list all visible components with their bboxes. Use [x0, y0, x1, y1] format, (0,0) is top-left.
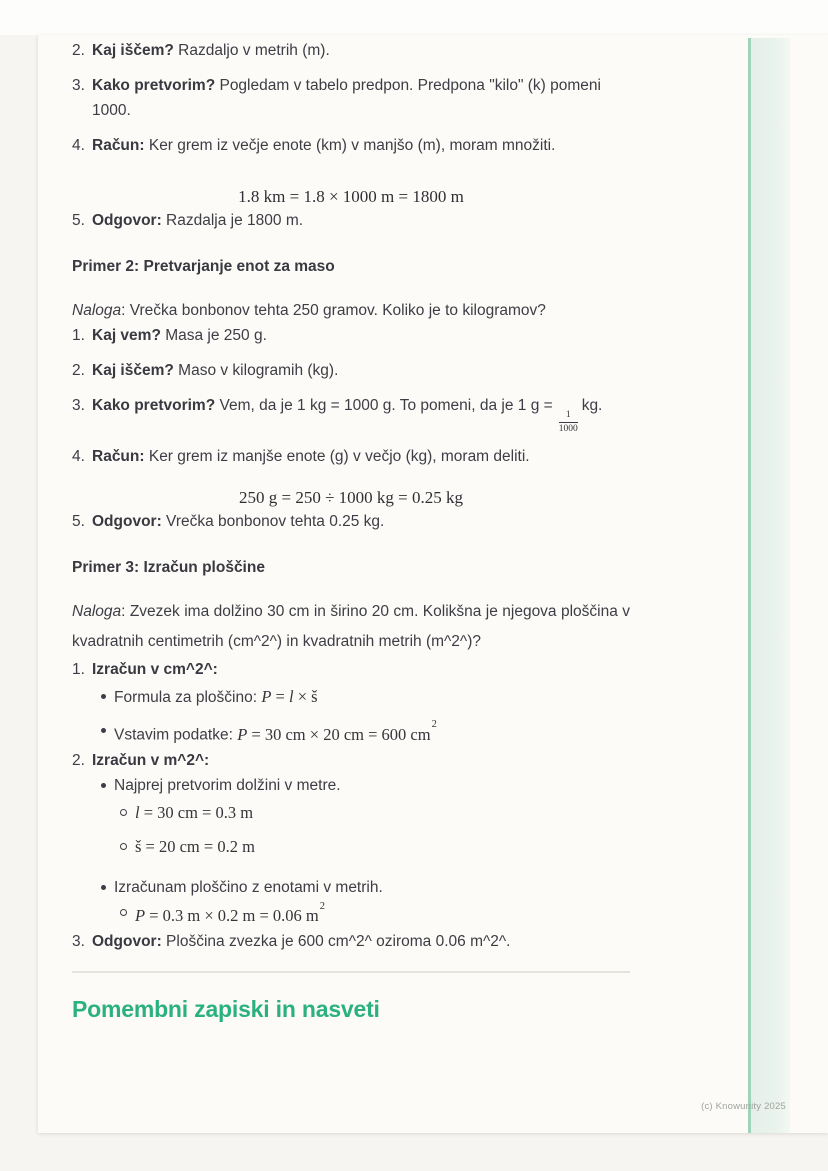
- list-item: [72, 509, 630, 534]
- step-text: Pogledam v tabelo predpon. Predpona "kilo" (k) pomeni 1000.: [92, 77, 601, 119]
- step-text: Ker grem iz manjše enote (g) v večjo (kg), moram deliti.: [144, 448, 530, 465]
- step-label: Odgovor:: [92, 933, 162, 950]
- math-formula: 250 g = 250 ÷ 1000 kg = 0.25 kg: [238, 488, 463, 507]
- list-marker: 4.: [72, 137, 85, 154]
- step-text: Vem, da je 1 kg = 1000 g. To pomeni, da je 1 g =: [215, 397, 553, 414]
- steps-list-primer3: [72, 748, 630, 773]
- list-item: [72, 38, 630, 63]
- green-accent-bar: [748, 38, 790, 1133]
- math-formula: 1.8 km = 1.8 × 1000 m = 1800 m: [238, 187, 464, 206]
- bullet-item: [72, 773, 630, 798]
- fraction-denominator: 1000: [558, 423, 578, 434]
- naloga-paragraph: [72, 298, 630, 323]
- steps-list-primer2: [72, 323, 630, 469]
- list-item: [72, 358, 630, 383]
- list-item: [72, 657, 630, 682]
- step-text: Ker grem iz večje enote (km) v manjšo (m), moram množiti.: [144, 137, 556, 154]
- step-text: Ploščina zvezka je 600 cm^2^ oziroma 0.06 m^2^.: [161, 933, 511, 950]
- primer2-heading: Primer 2: Pretvarjanje enot za maso: [72, 258, 335, 275]
- step-label: Izračun v cm^2^:: [92, 661, 218, 678]
- list-item: [72, 133, 630, 158]
- list-marker: 1.: [72, 327, 85, 344]
- step-text: Razdaljo v metrih (m).: [173, 42, 330, 59]
- list-item: [72, 393, 630, 434]
- steps-list-primer1-answer: [72, 208, 630, 233]
- page-gap-band: [0, 0, 828, 35]
- math-inline: [135, 900, 326, 925]
- fraction: [559, 411, 578, 434]
- step-label: Odgovor:: [92, 212, 162, 229]
- step-label: Kako pretvorim?: [92, 397, 216, 414]
- list-marker: 5.: [72, 212, 85, 229]
- step-label: Kako pretvorim?: [92, 77, 216, 94]
- list-marker: 3.: [72, 77, 85, 94]
- bullet-text: Formula za ploščino:: [114, 689, 262, 706]
- list-marker: 4.: [72, 448, 85, 465]
- list-marker: 3.: [72, 397, 85, 414]
- list-marker: 3.: [72, 933, 85, 950]
- list-item: [72, 444, 630, 469]
- steps-list-primer2-answer: [72, 509, 630, 534]
- math-var: l: [288, 687, 294, 706]
- naloga-text: : Zvezek ima dolžino 30 cm in širino 20 cm. Kolikšna je njegova ploščina v kvadratnih centimetrih (cm^2^) in kvadratnih metrih (m^2^)?: [72, 603, 630, 650]
- step-text-tail: kg.: [581, 397, 603, 414]
- section-divider: [72, 971, 630, 973]
- bullet-item: [72, 684, 630, 710]
- step-text: Razdalja je 1800 m.: [161, 212, 304, 229]
- math-var: l: [135, 802, 140, 822]
- bullet-text: Izračunam ploščino z enotami v metrih.: [114, 878, 383, 896]
- steps-list-primer3-answer: [72, 929, 630, 954]
- math-superscript: 2: [431, 719, 437, 730]
- step-label: Račun:: [92, 137, 145, 154]
- math-op: = 30 cm = 0.3 m: [139, 802, 254, 822]
- list-marker: 5.: [72, 513, 85, 530]
- list-item: [72, 748, 630, 773]
- naloga-label: Naloga: [72, 302, 122, 319]
- step-text: Vrečka bonbonov tehta 0.25 kg.: [161, 513, 385, 530]
- step-label: Kaj iščem?: [92, 42, 174, 59]
- sub-bullet-item: [72, 834, 630, 860]
- step-label: Izračun v m^2^:: [92, 751, 210, 769]
- bullet-item: [72, 718, 630, 748]
- list-marker: 2.: [72, 42, 85, 59]
- math-var: P: [261, 687, 272, 706]
- math-inline: [261, 687, 317, 706]
- naloga-text: : Vrečka bonbonov tehta 250 gramov. Koliko je to kilogramov?: [121, 302, 546, 319]
- step-label: Kaj vem?: [92, 327, 161, 344]
- list-item: [72, 323, 630, 348]
- list-item: [72, 73, 630, 123]
- step-label: Kaj iščem?: [92, 362, 174, 379]
- sub-bullet-item: [72, 900, 630, 930]
- list-item: [72, 929, 630, 954]
- list-marker: 2.: [72, 362, 85, 379]
- math-op: =: [271, 687, 289, 706]
- step-text: Masa je 250 g.: [160, 327, 267, 344]
- step-text: Maso v kilogramih (kg).: [173, 362, 339, 379]
- steps-list-primer1: [72, 38, 630, 158]
- math-var: P: [135, 906, 146, 925]
- steps-list-primer3: [72, 657, 630, 682]
- math-inline: [237, 719, 437, 744]
- document-page: [38, 35, 828, 1133]
- math-op: = 0.3 m × 0.2 m = 0.06 m: [145, 906, 319, 925]
- math-inline: [135, 803, 253, 822]
- watermark: (c) Knowunity 2025: [701, 1101, 786, 1112]
- bullet-item: [72, 875, 630, 900]
- section-heading: Pomembni zapiski in nasveti: [72, 996, 380, 1022]
- step-label: Odgovor:: [92, 513, 162, 530]
- bullet-text: Vstavim podatke:: [114, 726, 238, 744]
- math-op: = 30 cm × 20 cm = 600 cm: [247, 724, 431, 744]
- math-inline: š = 20 cm = 0.2 m: [135, 836, 255, 856]
- list-marker: 2.: [72, 751, 85, 769]
- bullet-text: Najprej pretvorim dolžini v metre.: [114, 776, 341, 794]
- list-item: [72, 208, 630, 233]
- document-content: [72, 35, 630, 1025]
- math-superscript: 2: [319, 900, 326, 912]
- naloga-label: Naloga: [72, 603, 122, 620]
- step-label: Račun:: [92, 448, 145, 465]
- fraction-numerator: 1: [565, 410, 571, 420]
- math-var: P: [237, 724, 248, 744]
- naloga-paragraph: [72, 597, 630, 657]
- sub-bullet-item: [72, 800, 630, 826]
- math-op: × š: [293, 687, 318, 706]
- list-marker: 1.: [72, 661, 85, 678]
- primer3-heading: Primer 3: Izračun ploščine: [72, 559, 265, 576]
